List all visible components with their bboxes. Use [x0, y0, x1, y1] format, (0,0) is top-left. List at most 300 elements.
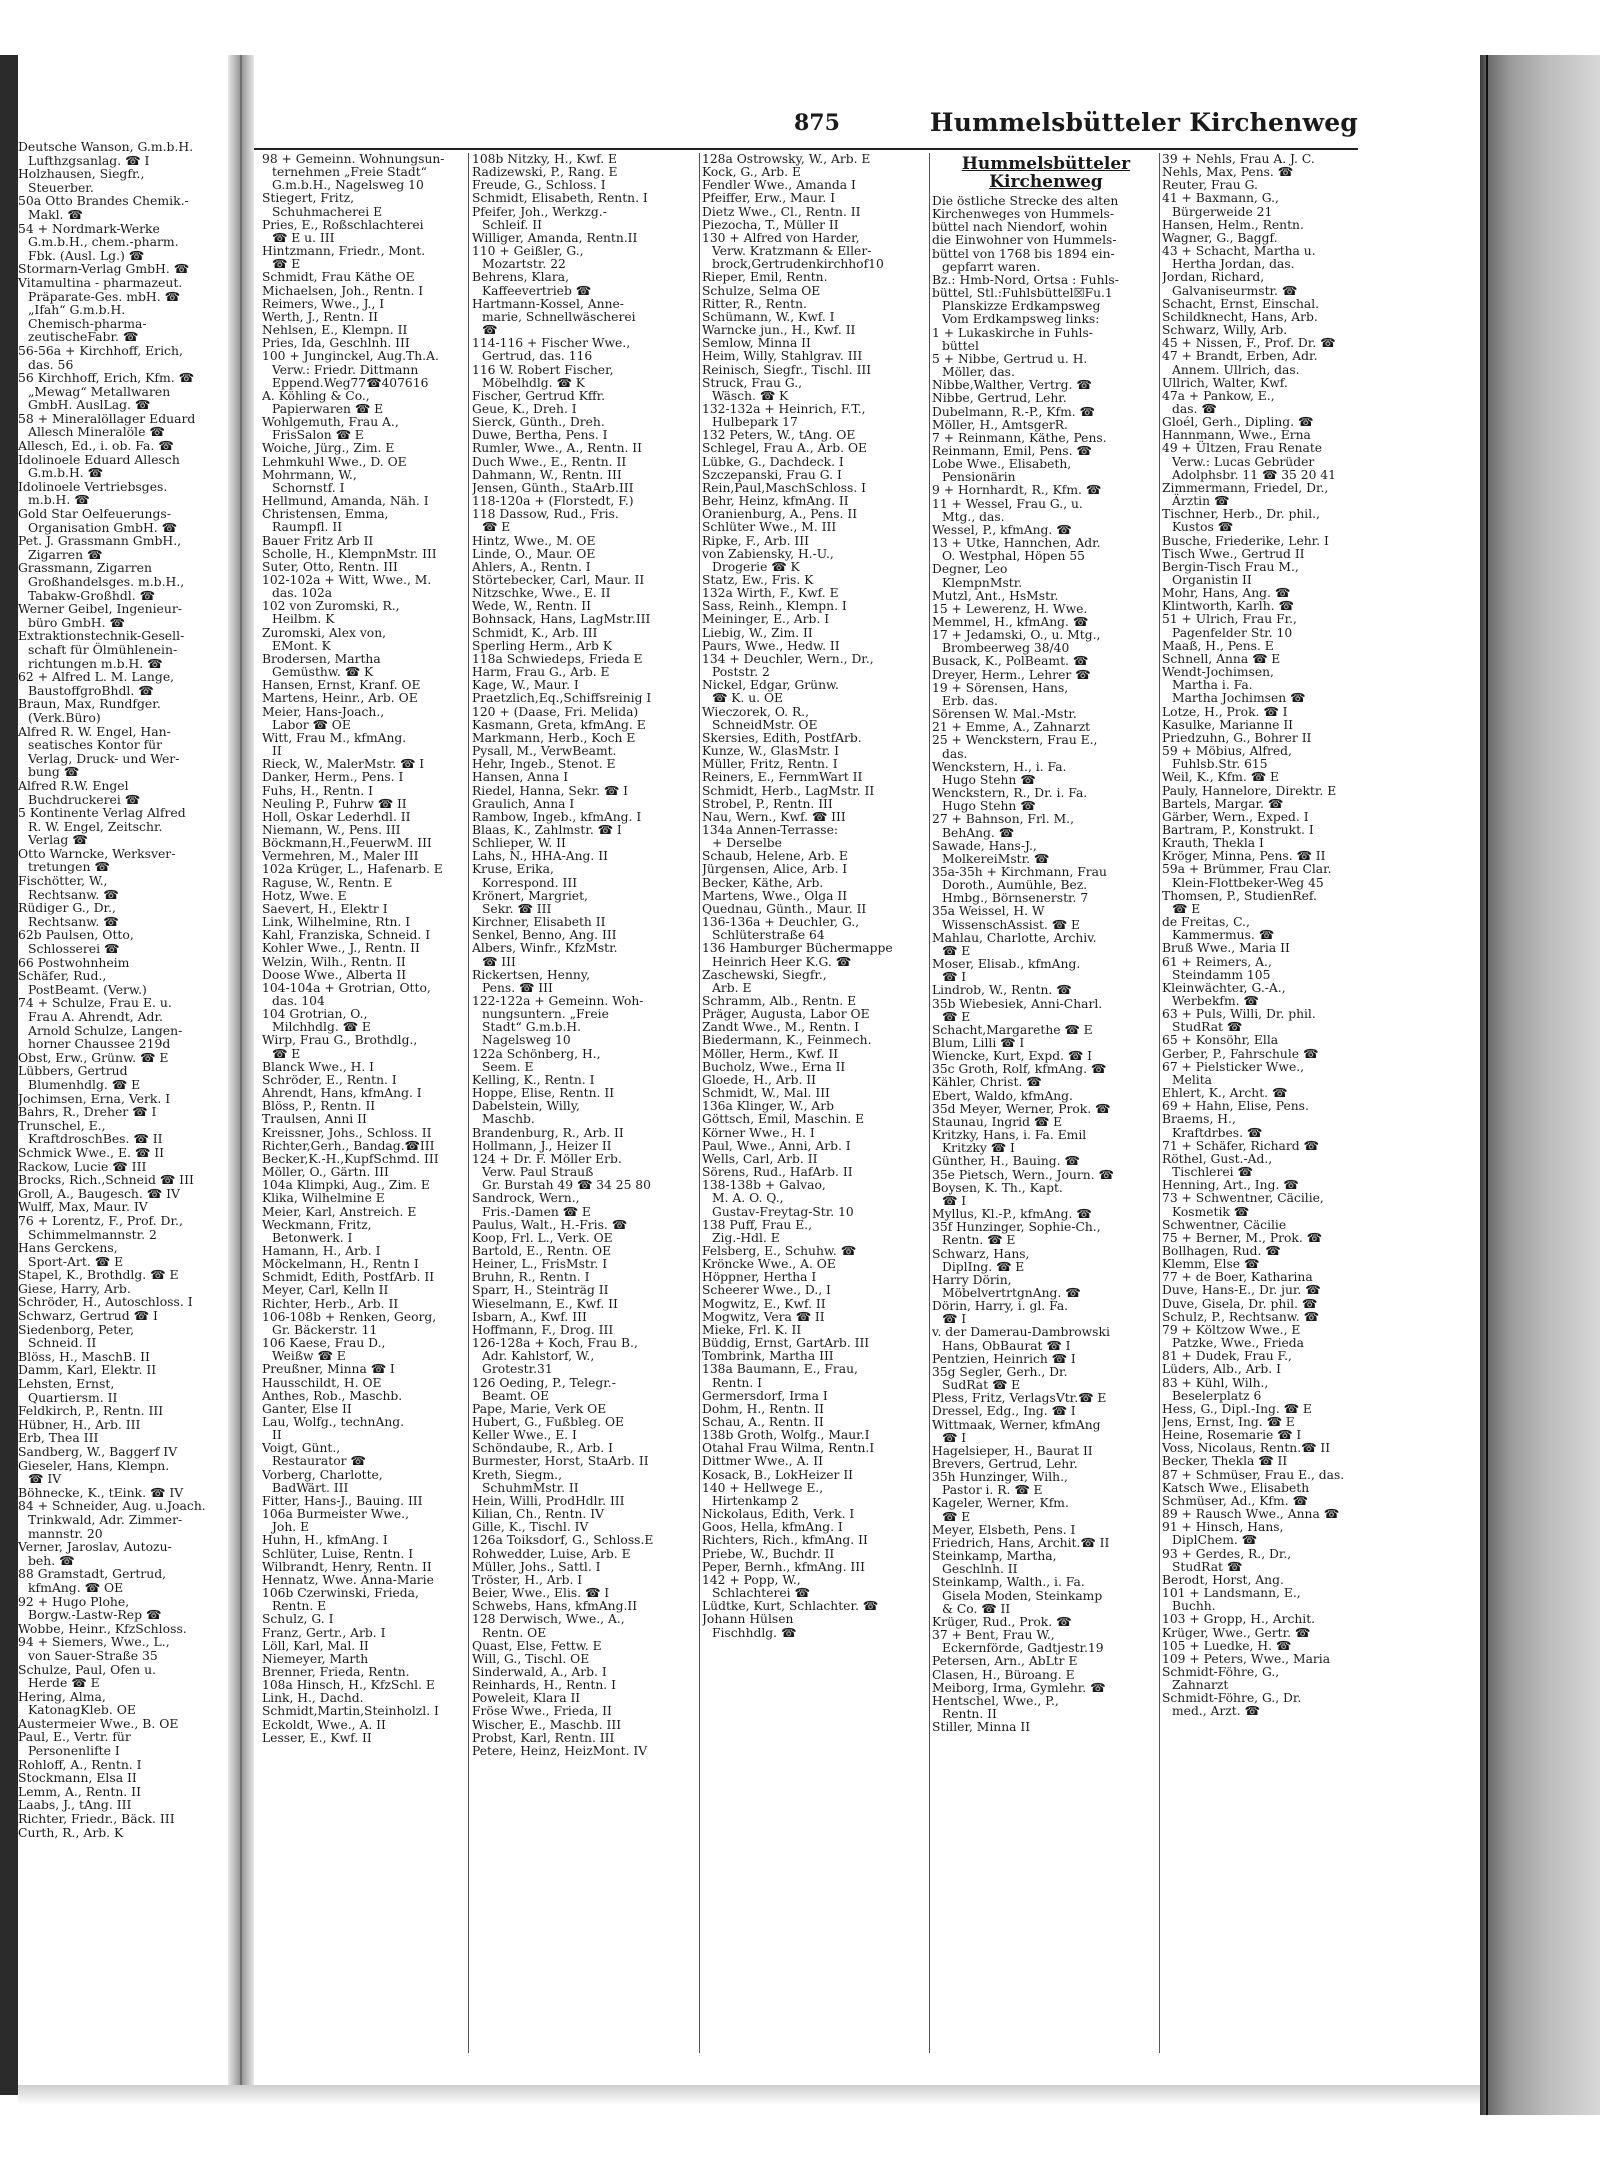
directory-line: Martha Jochimsen ☎	[1172, 691, 1306, 706]
directory-line: Ahlers, A., Rentn. I	[472, 559, 591, 574]
directory-line: Rein,Paul,MaschSchloss. I	[702, 480, 867, 495]
directory-line: Kreth, Siegm.,	[472, 1467, 563, 1482]
directory-line: 63 + Puls, Willi, Dr. phil.	[1162, 1007, 1316, 1022]
directory-line: Otahal Frau Wilma, Rentn.I	[702, 1441, 875, 1456]
directory-line: Steindamm 105	[1172, 967, 1271, 982]
directory-line: Wulff, Max, Maur. IV	[18, 1199, 148, 1215]
directory-line: Vom Erdkampsweg links:	[942, 312, 1100, 327]
directory-line: Ganter, Else II	[262, 1401, 352, 1416]
directory-line: Pysall, M., VerwBeamt.	[472, 744, 617, 759]
directory-line: das. 104	[272, 994, 325, 1008]
directory-line: Gr. Bäckerstr. 11	[272, 1322, 378, 1337]
directory-line: Giese, Harry, Arb.	[18, 1280, 131, 1296]
directory-line: 109 + Peters, Wwe., Maria	[1162, 1651, 1331, 1666]
directory-line: Lüdtke, Kurt, Schlachter. ☎	[702, 1599, 879, 1614]
directory-line: 130 + Alfred von Harder,	[702, 230, 860, 245]
directory-line: Schildknecht, Hans, Arb.	[1162, 309, 1318, 324]
directory-line: Hausschildt, H. OE	[262, 1375, 382, 1390]
directory-line: Priebe, W., Buchdr. II	[702, 1546, 835, 1561]
directory-line: Schlachterei ☎	[712, 1586, 810, 1601]
directory-line: DiplIng. ☎ E	[942, 1259, 1025, 1274]
directory-line: Fischer, Gertrud Kffr.	[472, 388, 606, 403]
directory-line: Bruß Wwe., Maria II	[1162, 941, 1290, 956]
directory-line: Möller, Herm., Kwf. II	[702, 1046, 839, 1061]
directory-line: 77 + de Boer, Katharina	[1162, 1270, 1313, 1285]
directory-line: 87 + Schmüser, Frau E., das.	[1162, 1467, 1345, 1482]
directory-line: Lindrob, W., Rentn. ☎	[932, 983, 1072, 998]
directory-line: Hirtenkamp 2	[712, 1493, 799, 1508]
directory-line: büro GmbH. ☎	[28, 614, 125, 630]
directory-line: Kraftdrbes. ☎	[1172, 1125, 1263, 1140]
directory-line: 93 + Gerdes, R., Dr.,	[1162, 1546, 1292, 1561]
directory-line: MöbelvertrtgnAng. ☎	[942, 1285, 1081, 1300]
directory-line: Zig.-Hdl. E	[712, 1230, 780, 1245]
directory-line: Rohloff, A., Rentn. I	[18, 1756, 142, 1772]
directory-line: Fuhs, H., Rentn. I	[262, 783, 373, 798]
directory-line: Melita	[1172, 1072, 1213, 1087]
directory-line: Duve, Gisela, Dr. phil. ☎	[1162, 1296, 1318, 1311]
directory-line: Schmidt, Herb., LagMstr. II	[702, 783, 875, 798]
directory-line: Woiche, Jürg., Zim. E	[262, 441, 395, 456]
directory-line: Rüdiger G., Dr.,	[18, 900, 116, 916]
directory-line: 54 + Nordmark-Werke	[18, 220, 160, 236]
directory-line: Degner, Leo	[932, 562, 1008, 577]
directory-line: Hansen, Helm., Rentn.	[1162, 217, 1304, 232]
directory-line: Eckernförde, Gadtjestr.19	[942, 1641, 1104, 1656]
directory-line: Dahmann, W., Rentn. III	[472, 467, 622, 482]
directory-line: Allesch, Ed., i. ob. Fa. ☎	[18, 438, 174, 454]
directory-line: Zandt Wwe., M., Rentn. I	[702, 1020, 859, 1035]
directory-line: 132 Peters, W., tAng. OE	[702, 428, 856, 443]
directory-line: 66 Postwohnheim	[18, 954, 130, 970]
directory-line: Obst, Erw., Grünw. ☎ E	[18, 1049, 169, 1065]
directory-line: Fitter, Hans-J., Bauing. III	[262, 1493, 423, 1508]
directory-line: Schacht,Margarethe ☎ E	[932, 1022, 1093, 1037]
directory-line: Verw. Paul Strauß	[482, 1165, 594, 1180]
directory-line: Bruhn, R., Rentn. I	[472, 1270, 590, 1285]
directory-line: Erb, Thea III	[18, 1430, 99, 1446]
directory-line: kfmAng. ☎ OE	[28, 1579, 124, 1595]
directory-line: Verlag ☎	[28, 832, 88, 848]
directory-line: Meininger, E., Arb. I	[702, 612, 830, 627]
directory-line: Großhandelsges. m.b.H.,	[28, 574, 185, 589]
directory-line: Schramm, Alb., Rentn. E	[702, 994, 857, 1008]
directory-line: EMont. K	[272, 638, 331, 653]
directory-line: Schäfer, Rud.,	[18, 968, 107, 984]
directory-line: Göttsch, Emil, Maschin. E	[702, 1112, 865, 1127]
directory-line: A. Köhling & Co.,	[262, 388, 370, 403]
directory-line: büttel nach Niendorf, wohin	[932, 220, 1108, 235]
directory-line: Ärztin ☎	[1172, 494, 1230, 509]
directory-line: Will, G., Tischl. OE	[472, 1651, 590, 1666]
directory-line: Schneid. II	[28, 1335, 97, 1351]
directory-line: Mohrmann, W.,	[262, 467, 357, 482]
directory-line: Betonwerk. I	[272, 1230, 353, 1245]
directory-line: Wieselmann, E., Kwf. II	[472, 1296, 618, 1311]
directory-line: Bartels, Margar. ☎	[1162, 796, 1284, 811]
directory-line: Vermehren, M., Maler III	[262, 849, 419, 864]
directory-line: 138-138b + Galvao,	[702, 1178, 826, 1193]
directory-line: Patzke, Wwe., Frieda	[1172, 1336, 1305, 1351]
directory-line: 98 + Gemeinn. Wohnungsun-	[262, 153, 445, 166]
page-number: 875	[794, 110, 840, 136]
directory-line: Graulich, Anna I	[472, 796, 575, 811]
directory-line: Dittmer Wwe., A. II	[702, 1454, 823, 1469]
directory-line: bung ☎	[28, 764, 80, 780]
directory-column-5	[1162, 153, 1362, 2053]
directory-line: Alfred R.W. Engel	[18, 777, 129, 793]
directory-line: richtungen m.b.H. ☎	[28, 655, 163, 671]
directory-line: Paulus, Walt., H.-Fris. ☎	[472, 1217, 628, 1232]
directory-line: Duch Wwe., E., Rentn. II	[472, 454, 627, 469]
directory-line: Sörensen W. Mal.-Mstr.	[932, 707, 1077, 722]
directory-line: Organistin II	[1172, 573, 1252, 587]
directory-line: Erb. das.	[942, 693, 998, 708]
directory-line: 102-102a + Witt, Wwe., M.	[262, 573, 432, 587]
directory-line: Jochimsen, Erna, Verk. I	[18, 1090, 171, 1106]
directory-line: 5 Kontinente Verlag Alfred	[18, 805, 186, 821]
directory-line: 37 + Bent, Frau W.,	[932, 1628, 1055, 1643]
directory-line: Lehmkuhl Wwe., D. OE	[262, 454, 407, 469]
directory-line: Krauth, Thekla I	[1162, 836, 1264, 851]
directory-line: Kammermus. ☎	[1172, 928, 1275, 943]
directory-line: Petersen, Arn., AbLtr E	[932, 1654, 1078, 1669]
directory-line: Störtebecker, Carl, Maur. II	[472, 573, 645, 587]
street-title-line: Kirchenweg	[989, 172, 1103, 192]
directory-line: Kustos ☎	[1172, 520, 1234, 535]
directory-line: Adolphsbr. 11 ☎ 35 20 41	[1172, 467, 1336, 482]
directory-line: Link, Wilhelmine, Rtn. I	[262, 915, 411, 930]
directory-line: 126-128a + Koch, Frau B.,	[472, 1336, 638, 1351]
directory-line: Schaub, Helene, Arb. E	[702, 849, 848, 864]
directory-line: Hubert, G., Fußbleg. OE	[472, 1415, 625, 1429]
directory-line: Dohm, H., Rentn. II	[702, 1401, 824, 1416]
directory-line: Adr. Kahlstorf, W.,	[482, 1349, 595, 1364]
directory-line: Verner, Jaroslav, Autozu-	[18, 1539, 172, 1555]
directory-line: tretungen ☎	[28, 859, 110, 875]
directory-line: Kleinwächter, G.-A.,	[1162, 980, 1286, 995]
directory-line: Nehlsen, E., Klempn. II	[262, 323, 408, 338]
directory-line: G.m.b.H., Nagelsweg 10	[272, 178, 424, 193]
directory-line: Herde ☎ E	[28, 1675, 100, 1691]
directory-line: Piezocha, T., Müller II	[702, 217, 839, 232]
directory-line: Weil, K., Kfm. ☎ E	[1162, 770, 1279, 785]
directory-line: KatonagKleb. OE	[28, 1702, 136, 1718]
directory-line: Kritzky ☎ I	[942, 1141, 1015, 1156]
directory-line: Personenlifte I	[28, 1743, 120, 1759]
directory-line: Hein, Willi, ProdHdlr. III	[472, 1493, 625, 1508]
directory-line: Zuromski, Alex von,	[262, 625, 387, 640]
directory-line: Schmüser, Ad., Kfm. ☎	[1162, 1493, 1308, 1508]
directory-line: Doose Wwe., Alberta II	[262, 967, 407, 982]
directory-line: BaustoffgroBhdl. ☎	[28, 682, 154, 698]
directory-line: Heinrich Heer K.G. ☎	[712, 954, 852, 969]
directory-line: Michaelsen, Joh., Rentn. I	[262, 283, 424, 298]
directory-line: Paul, Wwe., Anni, Arb. I	[702, 1138, 851, 1153]
directory-line: 75 + Berner, M., Prok. ☎	[1162, 1230, 1322, 1245]
directory-line: 59a + Brümmer, Frau Clar.	[1162, 862, 1332, 877]
directory-line: Stapel, K., Brothdlg. ☎ E	[18, 1267, 179, 1283]
directory-line: Nickel, Edgar, Grünw.	[702, 678, 839, 693]
directory-line: Stormarn-Verlag GmbH. ☎	[18, 261, 190, 277]
directory-line: Bahrs, R., Dreher ☎ I	[18, 1104, 157, 1120]
directory-line: Welzin, Wilh., Rentn. II	[262, 954, 406, 969]
directory-line: ☎ E	[482, 520, 511, 535]
directory-line: 9 + Hornhardt, R., Kfm. ☎	[932, 483, 1102, 498]
directory-line: Gloede, H., Arb. II	[702, 1072, 817, 1087]
directory-line: 140 + Hellwege E.,	[702, 1480, 824, 1495]
directory-line: Priedzuhn, G., Bohrer II	[1162, 730, 1312, 745]
directory-line: Christensen, Emma,	[262, 507, 389, 522]
directory-line: Schmidt,Martin,Steinholzl. I	[262, 1704, 439, 1719]
directory-line: Bürgerweide 21	[1172, 204, 1273, 219]
directory-line: Annem. Ullrich, das.	[1172, 362, 1300, 377]
directory-line: Klika, Wilhelmine E	[262, 1191, 385, 1206]
directory-line: Schuhmacherei E	[272, 204, 383, 219]
directory-line: Scholle, H., KlempnMstr. III	[262, 546, 437, 561]
directory-line: Busack, K., PolBeamt. ☎	[932, 654, 1089, 669]
directory-line: Möller, O., Gärtn. III	[262, 1165, 389, 1180]
directory-line: mannstr. 20	[28, 1525, 103, 1541]
directory-line: Warncke jun., H., Kwf. II	[702, 323, 856, 338]
directory-line: Mutzl, Ant., HsMstr.	[932, 588, 1059, 603]
directory-line: 27 + Bahnson, Frl. M.,	[932, 812, 1074, 827]
directory-line: 43 + Schacht, Martha u.	[1162, 244, 1316, 259]
directory-line: Praetzlich,Eq.,Schiffsreinig I	[472, 691, 652, 706]
directory-line: Scheerer Wwe., D., I	[702, 1283, 831, 1298]
directory-line: 94 + Siemers, Wwe., L.,	[18, 1634, 170, 1650]
directory-line: Lobe Wwe., Elisabeth,	[932, 457, 1072, 472]
directory-line: ☎ III	[482, 954, 516, 969]
directory-line: Hmbg., Börnsenerstr. 7	[942, 891, 1089, 906]
directory-line: Verw. Kratzmann & Eller-	[712, 244, 872, 259]
directory-line: Rackow, Lucie ☎ III	[18, 1158, 147, 1174]
directory-line: Hintzmann, Friedr., Mont.	[262, 244, 426, 259]
directory-line: seatisches Kontor für	[28, 737, 163, 753]
directory-line: 132-132a + Heinrich, F.T.,	[702, 401, 866, 416]
directory-column-3	[702, 153, 930, 2053]
directory-line: Idolinoele Vertriebsges.	[18, 478, 168, 494]
directory-line: Freude, G., Schloss. I	[472, 178, 606, 193]
directory-line: Neuling P., Fuhrw ☎ II	[262, 796, 407, 811]
directory-line: Bauer Fritz Arb II	[262, 533, 374, 548]
directory-line: Makl. ☎	[28, 206, 83, 222]
directory-line: Weißw ☎ E	[272, 1349, 346, 1364]
directory-line: Martha i. Fa.	[1172, 678, 1253, 693]
directory-line: 69 + Hahn, Elise, Pens.	[1162, 1099, 1309, 1114]
directory-line: 114-116 + Fischer Wwe.,	[472, 336, 631, 351]
directory-line: Riedel, Hanna, Sekr. ☎ I	[472, 783, 628, 798]
directory-line: Mahlau, Charlotte, Archiv.	[932, 930, 1097, 945]
directory-line: Wischer, E., Maschb. III	[472, 1717, 622, 1732]
directory-line: Brenner, Frieda, Rentn.	[262, 1664, 410, 1679]
directory-line: ☎ E	[942, 1009, 971, 1024]
directory-line: Dreyer, Herm., Lehrer ☎	[932, 667, 1091, 682]
directory-line: Niemeyer, Marth	[262, 1651, 369, 1666]
directory-line: das. 56	[28, 356, 74, 372]
directory-line: Becker, Käthe, Arb.	[702, 875, 824, 890]
directory-line: Grassmann, Zigarren	[18, 560, 152, 576]
directory-line: Möckelmann, H., Rentn I	[262, 1257, 419, 1272]
directory-line: Zimmermann, Friedel, Dr.,	[1162, 480, 1329, 495]
directory-line: Mtg., das.	[942, 509, 1005, 524]
directory-line: 83 + Kühl, Wilh.,	[1162, 1375, 1269, 1390]
directory-line: Jordan, Richard,	[1162, 270, 1265, 285]
directory-line: Peper, Bernh., kfmAng. III	[702, 1559, 865, 1574]
directory-line: Frau A. Ahrendt, Adr.	[28, 1009, 163, 1024]
directory-line: (Verk.Büro)	[28, 709, 101, 725]
book-edge-right	[1480, 55, 1600, 2115]
directory-line: 35a Weissel, H. W	[932, 904, 1045, 919]
directory-line: Korrespond. III	[482, 875, 578, 890]
directory-line: Lotze, H., Prok. ☎ I	[1162, 704, 1288, 719]
directory-line: Pet. J. Grassmann GmbH.,	[18, 533, 182, 549]
directory-line: KraftdroschBes. ☎ II	[28, 1131, 163, 1147]
directory-line: Chemisch-pharma-	[28, 315, 147, 331]
directory-line: Kelling, K., Rentn. I	[472, 1072, 595, 1087]
directory-line: Kreissner, Johs., Schloss. II	[262, 1125, 432, 1140]
directory-line: Krüger, Wwe., Gertr. ☎	[1162, 1625, 1311, 1640]
directory-line: Hennatz, Wwe. Anna-Marie	[262, 1572, 434, 1587]
directory-line: 58 + Mineralöllager Eduard	[18, 410, 196, 426]
directory-line: 71 + Schäfer, Richard ☎	[1162, 1138, 1319, 1153]
directory-line: G.m.b.H. ☎	[28, 465, 104, 481]
directory-column-1	[262, 153, 467, 2053]
directory-line: Schwarz, Willy, Arb.	[1162, 323, 1288, 338]
directory-line: Statz, Ew., Fris. K	[702, 573, 814, 587]
directory-line: Wede, W., Rentn. II	[472, 599, 591, 614]
directory-line: Pfeiffer, Erw., Maur. I	[702, 191, 836, 206]
directory-line: Mozartstr. 22	[482, 257, 566, 272]
directory-line: 56-56a + Kirchhoff, Erich,	[18, 342, 183, 358]
directory-line: Koop, Frl. L., Verk. OE	[472, 1230, 613, 1245]
directory-line: Grotestr.31	[482, 1362, 553, 1377]
directory-line: 15 + Lewerenz, H. Wwe.	[932, 601, 1088, 616]
directory-line: Schmidt, Elisabeth, Rentn. I	[472, 191, 648, 206]
directory-line: Kilian, Ch., Rentn. IV	[472, 1507, 604, 1522]
directory-line: Schulze, Paul, Ofen u.	[18, 1661, 156, 1677]
directory-line: O. Westphal, Höpen 55	[942, 549, 1085, 564]
directory-column-4	[932, 153, 1160, 2053]
directory-line: Strobel, P., Rentn. III	[702, 796, 833, 811]
directory-line: Bohnsack, Hans, LagMstr.III	[472, 612, 651, 627]
directory-line: 110 + Geißler, G.,	[472, 244, 584, 259]
directory-line: Doroth., Aumühle, Bez.	[942, 878, 1088, 893]
directory-line: Goos, Hella, kfmAng. I	[702, 1520, 843, 1535]
directory-line: Meier, Karl, Anstreich. E	[262, 1204, 417, 1219]
directory-line: Reinmann, Emil, Pens. ☎	[932, 443, 1092, 458]
directory-line: Krüger, Rud., Prok. ☎	[932, 1614, 1072, 1629]
directory-line: Harry Dörin,	[932, 1272, 1012, 1287]
directory-line: Hentschel, Wwe., P.,	[932, 1693, 1059, 1708]
directory-line: Rechtsanw. ☎	[28, 913, 119, 929]
directory-line: Blaas, K., Zahlmstr. ☎ I	[472, 822, 622, 837]
directory-line: Verw.: Lucas Gebrüder	[1172, 454, 1315, 469]
directory-line: Bartram, P., Konstrukt. I	[1162, 822, 1314, 837]
directory-line: Nibbe, Gertrud, Lehr.	[932, 391, 1067, 406]
directory-line: Schau, A., Rentn. II	[702, 1415, 824, 1429]
directory-line: Nagelsweg 10	[482, 1033, 571, 1048]
directory-line: 41 + Baxmann, G.,	[1162, 191, 1279, 206]
directory-line: Paul, E., Vertr. für	[18, 1729, 131, 1745]
directory-line: Wilbrandt, Henry, Rentn. II	[262, 1559, 432, 1574]
directory-line: 138 Puff, Frau E.,	[702, 1217, 813, 1232]
directory-line: ☎ K. u. OE	[712, 691, 784, 706]
directory-line: Suter, Otto, Rentn. III	[262, 559, 398, 574]
directory-line: Lübke, G., Dachdeck. I	[702, 454, 844, 469]
directory-line: Hehr, Ingeb., Stenot. E	[472, 757, 616, 772]
directory-line: Kohler Wwe., J., Rentn. II	[262, 941, 420, 956]
directory-line: Präparate-Ges. mbH. ☎	[28, 288, 181, 304]
directory-line: Milchhdlg. ☎ E	[272, 1020, 371, 1035]
directory-line: ☎	[482, 323, 498, 338]
directory-line: 106b Czerwinski, Frieda,	[262, 1586, 419, 1601]
directory-line: 79 + Költzow Wwe., E	[1162, 1322, 1301, 1337]
directory-line: von Sauer-Straße 35	[28, 1647, 158, 1663]
directory-line: Heiner, L., FrisMstr. I	[472, 1257, 608, 1272]
directory-line: Becker,K.-H.,KupfSchmd. III	[262, 1151, 439, 1166]
directory-line: 21 + Emme, A., Zahnarzt	[932, 720, 1091, 735]
directory-line: Rickertsen, Henny,	[472, 967, 591, 982]
directory-line: Werner Geibel, Ingenieur-	[18, 601, 182, 617]
directory-line: 120 + (Daase, Fri. Melida)	[472, 704, 639, 719]
directory-line: Albers, Winfr., KfzMstr.	[472, 941, 618, 956]
directory-line: Hintz, Wwe., M. OE	[472, 533, 596, 548]
directory-line: 128a Ostrowsky, W., Arb. E	[702, 153, 871, 166]
directory-line: 13 + Utke, Hannchen, Adr.	[932, 536, 1101, 551]
directory-line: Blumenhdlg. ☎ E	[28, 1076, 141, 1092]
directory-line: Präger, Augusta, Labor OE	[702, 1007, 870, 1022]
directory-line: Schleif. II	[482, 217, 543, 232]
directory-line: ☎ E	[1172, 901, 1201, 916]
directory-line: Kruse, Erika,	[472, 862, 554, 877]
directory-line: Werth, J., Rentn. II	[262, 309, 379, 324]
directory-line: Beamt. OE	[482, 1388, 550, 1403]
directory-line: Brevers, Gertrud, Lehr.	[932, 1457, 1078, 1471]
directory-line: Myllus, Kl.-P., kfmAng. ☎	[932, 1207, 1092, 1222]
directory-line: 61 + Reimers, A.,	[1162, 954, 1272, 969]
directory-line: 102 von Zuromski, R.,	[262, 599, 400, 614]
directory-line: ☎ I	[942, 1430, 967, 1445]
directory-line: Pagenfelder Str. 10	[1172, 625, 1293, 640]
directory-line: Wirp, Frau G., Brothdlg.,	[262, 1033, 418, 1048]
directory-line: Wittmaak, Werner, kfmAng	[932, 1417, 1101, 1432]
directory-line: Lübbers, Gertrud	[18, 1063, 128, 1079]
directory-line: 11 + Wessel, Frau G., u.	[932, 496, 1083, 511]
directory-line: Hertha Jordan, das.	[1172, 257, 1295, 272]
directory-line: 35b Wiebesiek, Anni-Charl.	[932, 996, 1103, 1011]
directory-line: 116 W. Robert Fischer,	[472, 362, 614, 377]
directory-line: Curth, R., Arb. K	[18, 1824, 124, 1840]
directory-line: Sport-Art. ☎ E	[28, 1253, 124, 1269]
directory-line: 47a + Pankow, E.,	[1162, 388, 1275, 403]
directory-line: Büddig, Ernst, GartArb. III	[702, 1336, 870, 1351]
directory-line: Höppner, Hertha I	[702, 1270, 817, 1285]
directory-line: Raumpfl. II	[272, 520, 343, 535]
directory-line: 62 + Alfred L. M. Lange,	[18, 669, 175, 685]
directory-line: 128 Derwisch, Wwe., A.,	[472, 1612, 625, 1627]
directory-line: Meiborg, Irma, Gymlehr. ☎	[932, 1680, 1106, 1695]
directory-line: Blum, Lilli ☎ I	[932, 1036, 1025, 1050]
directory-line: Papierwaren ☎ E	[272, 401, 384, 416]
directory-line: Zigarren ☎	[28, 546, 103, 562]
directory-line: Sandrock, Wern.,	[472, 1191, 580, 1206]
directory-line: Schmidt-Föhre, G., Dr.	[1162, 1691, 1302, 1706]
directory-line: StudRat ☎	[1172, 1020, 1243, 1035]
directory-line: Brocks, Rich.,Schneid ☎ III	[18, 1172, 194, 1188]
directory-line: Thomsen, P., StudienRef.	[1162, 888, 1317, 903]
directory-line: Stiller, Minna II	[932, 1720, 1031, 1735]
